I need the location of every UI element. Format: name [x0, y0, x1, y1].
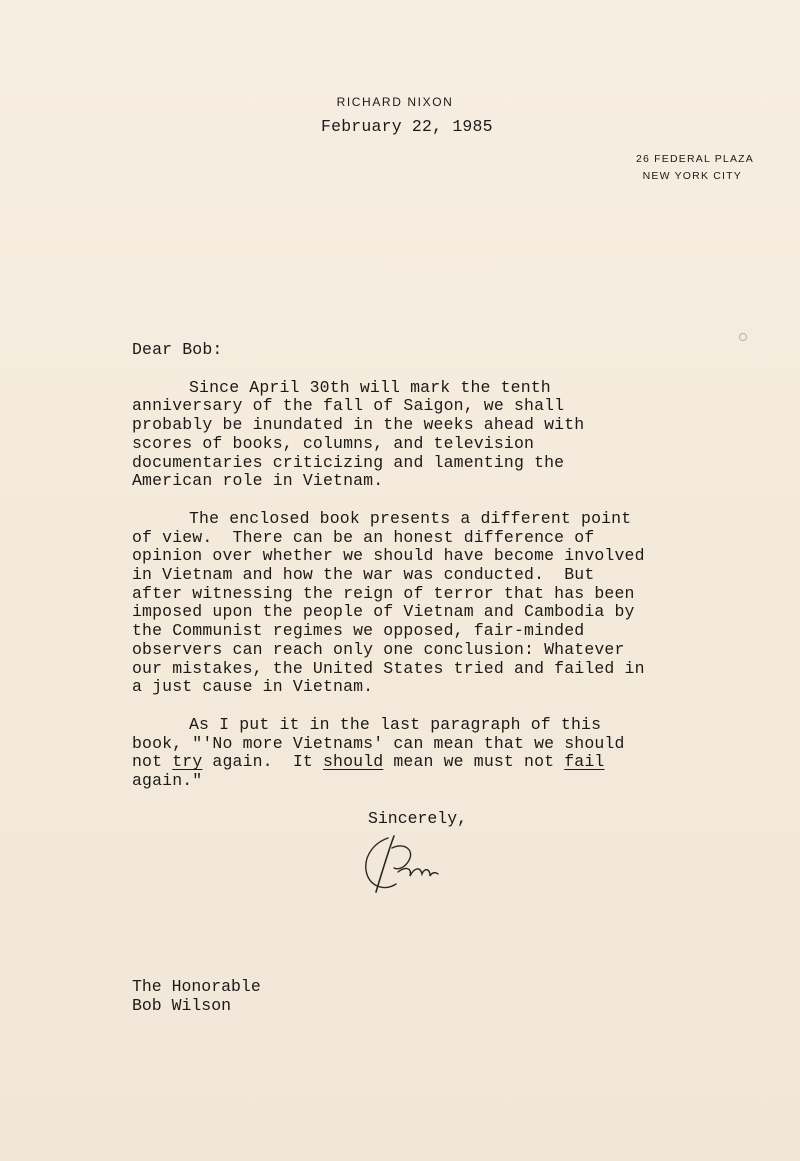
paragraph-1-line: scores of books, columns, and television — [132, 433, 535, 453]
handwritten-signature — [358, 828, 448, 898]
text-segment: mean we must not — [383, 752, 565, 772]
paragraph-2-line: imposed upon the people of Vietnam and Cambodia by — [132, 602, 635, 622]
closing: Sincerely, — [368, 809, 468, 828]
paragraph-1-line: Since April 30th will mark the tenth — [189, 377, 551, 397]
paragraph-2-line: opinion over whether we should have become involved — [132, 546, 645, 566]
paragraph-3-line: As I put it in the last paragraph of this — [189, 714, 602, 734]
paragraph-1 — [132, 379, 732, 491]
paragraph-1-line: probably be inundated in the weeks ahead with — [132, 415, 585, 435]
text-segment: again. It — [202, 752, 323, 772]
underlined-word-fail: fail — [564, 752, 605, 772]
addressee-block — [132, 977, 261, 1015]
underlined-word-try: try — [172, 752, 203, 772]
letter-body — [132, 341, 732, 810]
text-segment: not — [132, 752, 173, 772]
paragraph-3-line: book, "'No more Vietnams' can mean that we should — [132, 733, 625, 753]
paragraph-2 — [132, 510, 732, 697]
paragraph-2-line: in Vietnam and how the war was conducted. But — [132, 565, 595, 585]
paragraph-2-line: of view. There can be an honest difference of — [132, 527, 595, 547]
paragraph-2-line: the Communist regimes we opposed, fair-minded — [132, 621, 585, 641]
paragraph-3 — [132, 716, 732, 791]
paragraph-3-line: again." — [132, 771, 203, 791]
paragraph-1-line: American role in Vietnam. — [132, 471, 384, 491]
paragraph-2-line: observers can reach only one conclusion: Whatever — [132, 639, 625, 659]
address-line-street: 26 FEDERAL PLAZA — [635, 153, 754, 165]
letterhead-name: RICHARD NIXON — [336, 95, 454, 109]
addressee-name: Bob Wilson — [132, 996, 232, 1015]
addressee-title: The Honorable — [132, 977, 261, 996]
paper-mark — [739, 333, 747, 341]
paragraph-3-line — [132, 753, 732, 772]
paragraph-1-line: documentaries criticizing and lamenting the — [132, 452, 565, 472]
paragraph-2-line: The enclosed book presents a different point — [189, 508, 632, 528]
address-line-city: NEW YORK CITY — [642, 170, 742, 182]
paragraph-2-line: after witnessing the reign of terror that has been — [132, 583, 635, 603]
paragraph-2-line: our mistakes, the United States tried and failed in — [132, 658, 645, 678]
underlined-word-should: should — [323, 752, 384, 772]
paragraph-1-line: anniversary of the fall of Saigon, we shall — [132, 396, 565, 416]
letterhead-address — [636, 151, 754, 185]
letter-date: February 22, 1985 — [321, 117, 493, 136]
salutation: Dear Bob: — [132, 340, 223, 359]
paragraph-2-line: a just cause in Vietnam. — [132, 677, 374, 697]
